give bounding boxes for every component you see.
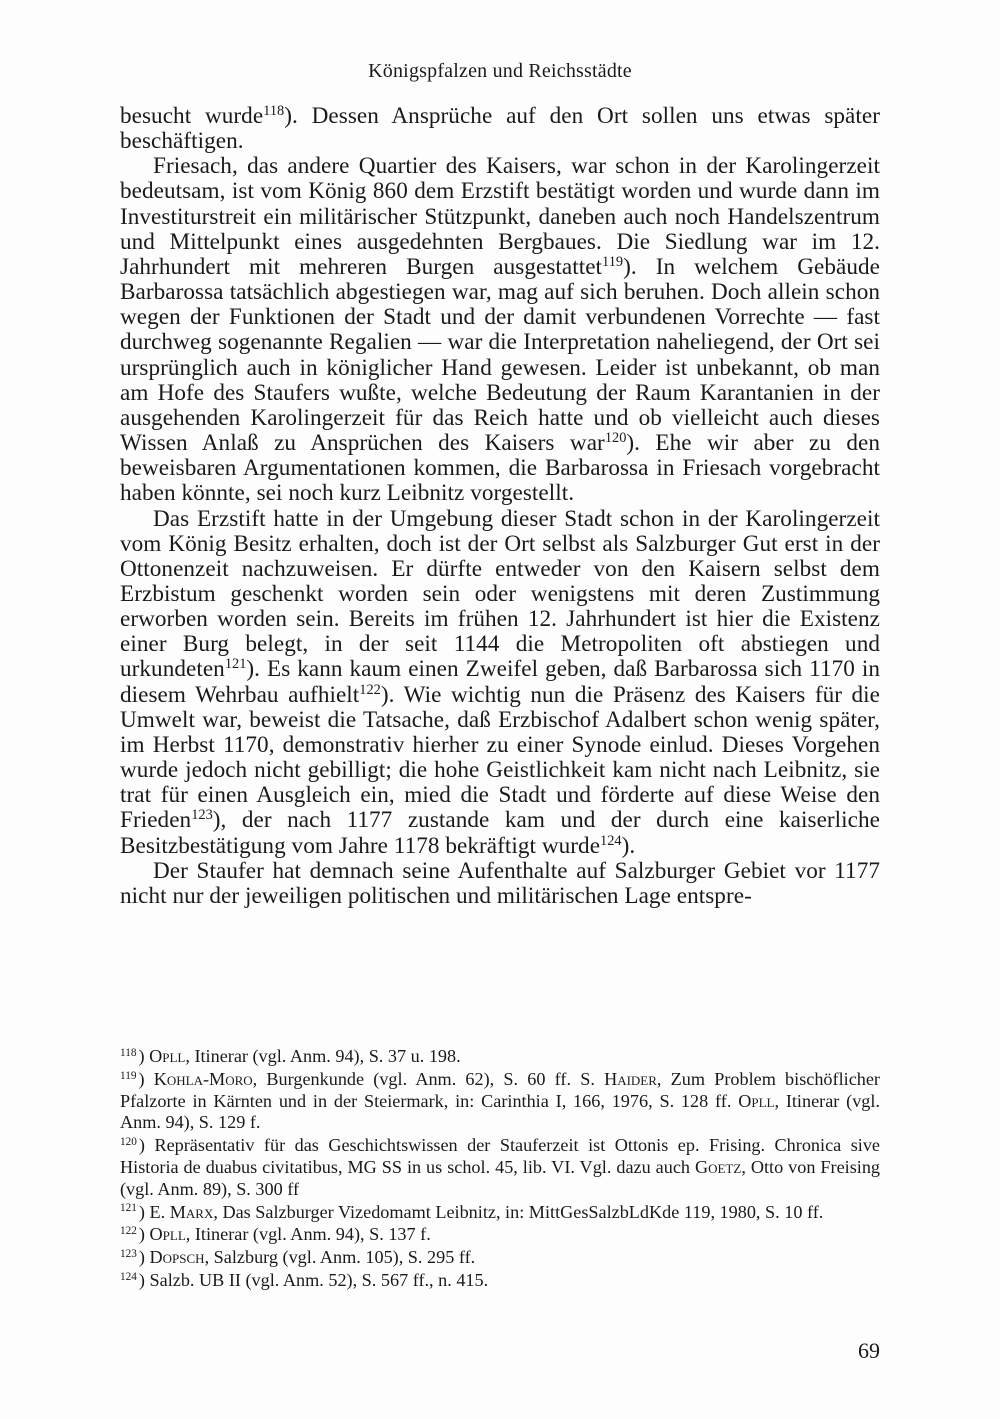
footnote-120: $^{120}$ ) Repräsentativ für das Geschichtswissen der Stauferzeit ist Ottonis ep. Frising. Chronica sive Historia de duabus civitatibus, MG SS in us schol. 45, lib. VI. Vgl. dazu auch Goetz, Otto von Freising (vgl. Anm. 89), S. 300 ff xyxy=(120,1135,881,1199)
footnote-ref-123[interactable]: 123 xyxy=(191,807,213,824)
footnote-ref-119[interactable]: 119 xyxy=(602,254,624,271)
footnote-ref-122[interactable]: 122 xyxy=(359,681,381,698)
paragraph-4: Der Staufer hat demnach seine Aufenthalte auf Salzburger Gebiet vor 1177 nicht nur der jeweiligen politischen und militärischen Lage entspre- xyxy=(120,857,880,909)
footnotes xyxy=(120,1046,880,1293)
footnote-118: $^{118}$ ) Opll, Itinerar (vgl. Anm. 94), S. 37 u. 198. xyxy=(120,1046,461,1066)
running-header: Königspfalzen und Reichsstädte xyxy=(368,60,632,82)
footnote-ref-121[interactable]: 121 xyxy=(224,656,247,673)
body-text xyxy=(120,104,880,909)
page-number: 69 xyxy=(858,1338,880,1363)
footnote-ref-120[interactable]: 120 xyxy=(604,430,627,447)
paragraph-2: Friesach, das andere Quartier des Kaisers, war schon in der Karolingerzeit bedeutsam, ist vom König 860 dem Erzstift bestätigt worden und wurde dann im Investiturstreit ein militärischer Stützpunkt, daneben auch noch Handelszentrum und Mittelpunkt eines ausgedehnten Bergbaues. Die Siedlung war im 12. Jahrhundert mit mehreren Burgen ausgestattet$^{119}$). In welchem Gebäude Barbarossa tatsächlich abgestiegen war, mag auf sich beruhen. Doch allein schon wegen der Funktionen der Stadt und der damit verbundenen Vorrechte — fast durchweg sogenannte Regalien — war die Interpretation naheliegend, der Ort sei ursprünglich auch in königlicher Hand gewesen. Leider ist unbekannt, ob man am Hofe des Staufers wußte, welche Bedeutung der Raum Karantanien in der ausgehenden Karolingerzeit für das Reich hatte und ob vielleicht auch dieses Wissen Anlaß zu Ansprüchen des Kaisers war$^{120}$). Ehe wir aber zu den beweisbaren Argumentationen kommen, die Barbarossa in Friesach vorgebracht haben könnte, sei noch kurz Leibnitz vorgestellt. xyxy=(120,153,880,507)
footnote-119: $^{119}$ ) Kohla-Moro, Burgenkunde (vgl. Anm. 62), S. 60 ff. S. Haider, Zum Problem bischöflicher Pfalzorte in Kärnten und in der Steiermark, in: Carinthia I, 166, 1976, S. 128 ff. Opll, Itinerar (vgl. Anm. 94), S. 129 f. xyxy=(120,1068,881,1133)
footnote-ref-118[interactable]: 118 xyxy=(263,103,285,120)
paragraph-3: Das Erzstift hatte in der Umgebung dieser Stadt schon in der Karolingerzeit vom König Besitz erhalten, doch ist der Ort selbst als Salzburger Gut erst in der Ottonenzeit nachzuweisen. Er dürfte entweder von den Kaisern selbst dem Erzbistum geschenkt worden sein oder wenigstens mit deren Zustimmung erworben worden sein. Bereits im frühen 12. Jahrhundert ist hier die Existenz einer Burg belegt, in der seit 1144 die Metropoliten oft abstiegen und urkundeten$^{121}$). Es kann kaum einen Zweifel geben, daß Barbarossa sich 1170 in diesem Wehrbau aufhielt$^{122}$). Wie wichtig nun die Präsenz des Kaisers für die Umwelt war, beweist die Tatsache, daß Erzbischof Adalbert schon wenig später, im Herbst 1170, demonstrativ hierher zu einer Synode einlud. Dieses Vorgehen wurde jedoch nicht gebilligt; die hohe Geistlichkeit kam nicht nach Leibnitz, sie trat für einen Ausgleich ein, mied die Stadt und förderte auf diese Weise den Frieden$^{123}$), der nach 1177 zustande kam und der durch eine kaiserliche Besitzbestätigung vom Jahre 1178 bekräftigt wurde$^{124}$). xyxy=(120,505,881,859)
footnote-123: $^{123}$ ) Dopsch, Salzburg (vgl. Anm. 105), S. 295 ff. xyxy=(120,1247,476,1268)
footnote-122: $^{122}$ ) Opll, Itinerar (vgl. Anm. 94), S. 137 f. xyxy=(120,1224,431,1245)
footnote-124: $^{124}$ ) Salzb. UB II (vgl. Anm. 52), S. 567 ff., n. 415. xyxy=(120,1269,489,1290)
footnote-121: $^{121}$ ) E. Marx, Das Salzburger Vizedomamt Leibnitz, in: MittGesSalzbLdKde 119, 1980, S. 10 ff. xyxy=(120,1201,824,1222)
paragraph-1: besucht wurde$^{118}$). Dessen Ansprüche auf den Ort sollen uns etwas später beschäftigen. xyxy=(120,103,880,155)
footnote-ref-124[interactable]: 124 xyxy=(600,832,622,849)
